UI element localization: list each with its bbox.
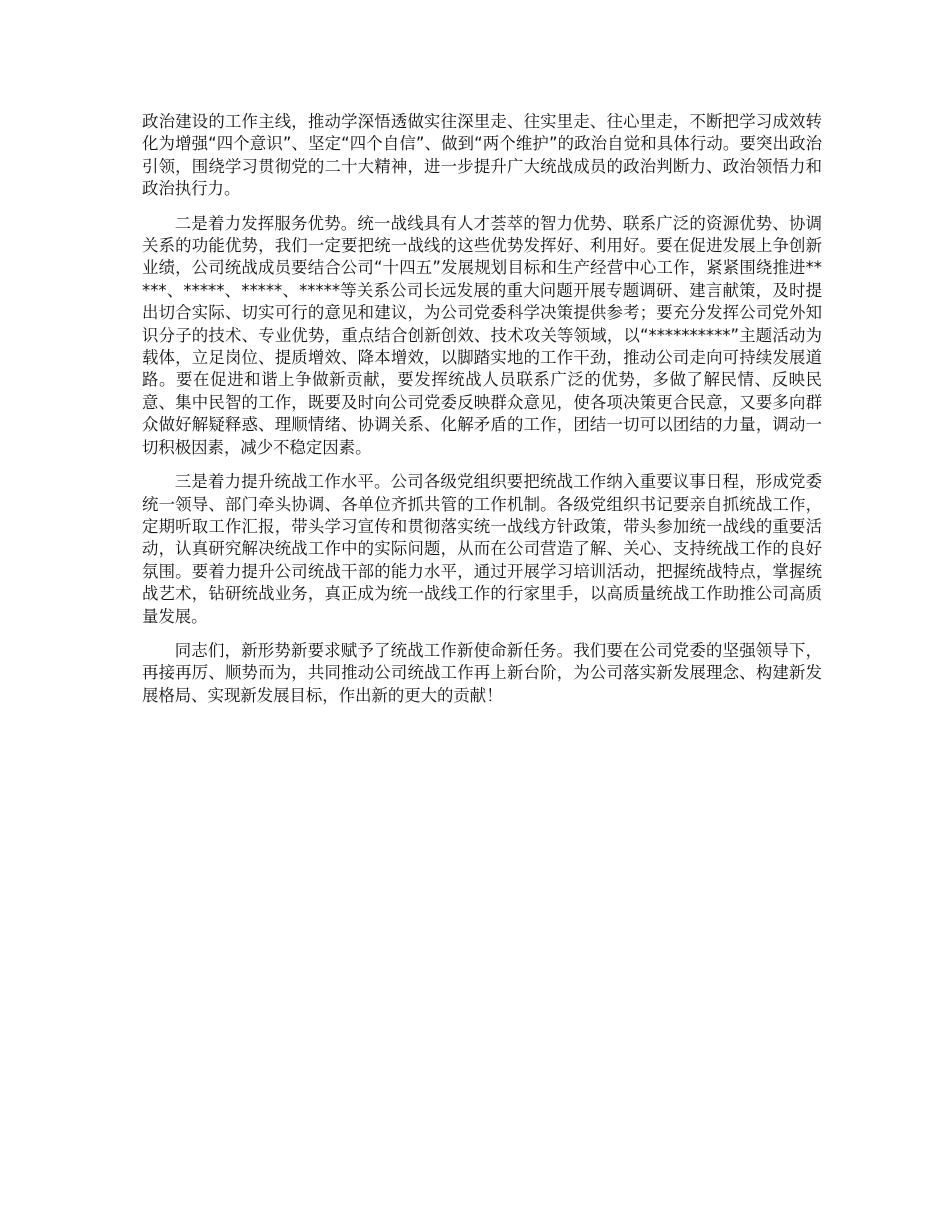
paragraph-continuation: 政治建设的工作主线，推动学深悟透做实往深里走、往实里走、往心里走，不断把学习成效转化为增强“四个意识”、坚定“四个自信”、做到“两个维护”的政治自觉和具体行动。要突出政治引领，围绕学习贯彻党的二十大精神，进一步提升广大统战成员的政治判断力、政治领悟力和政治执行力。 xyxy=(142,112,822,199)
paragraph-service-advantage: 二是着力发挥服务优势。统一战线具有人才荟萃的智力优势、联系广泛的资源优势、协调关系的功能优势，我们一定要把统一战线的这些优势发挥好、利用好。要在促进发展上争创新业绩，公司统战成员要结合公司“十四五”发展规划目标和生产经营中心工作，紧紧围绕推进*****、*****、*****、*****等关系公司长远发展的重大问题开展专题调研、建言献策，及时提出切合实际、切实可行的意见和建议，为公司党委科学决策提供参考；要充分发挥公司党外知识分子的技术、专业优势，重点结合创新创效、技术攻关等领域，以“**********”主题活动为载体，立足岗位、提质增效、降本增效，以脚踏实地的工作干劲，推动公司走向可持续发展道路。要在促进和谐上争做新贡献，要发挥统战人员联系广泛的优势，多做了解民情、反映民意、集中民智的工作，既要及时向公司党委反映群众意见，使各项决策更合民意，又要多向群众做好解疑释惑、理顺情绪、协调关系、化解矛盾的工作，团结一切可以团结的力量，调动一切积极因素，减少不稳定因素。 xyxy=(142,213,822,457)
paragraph-work-level: 三是着力提升统战工作水平。公司各级党组织要把统战工作纳入重要议事日程，形成党委统一领导、部门牵头协调、各单位齐抓共管的工作机制。各级党组织书记要亲自抓统战工作，定期听取工作汇报，带头学习宣传和贯彻落实统一战线方针政策，带头参加统一战线的重要活动，认真研究解决统战工作中的实际问题，从而在公司营造了解、关心、支持统战工作的良好氛围。要着力提升公司统战干部的能力水平，通过开展学习培训活动，把握统战特点，掌握统战艺术，钻研统战业务，真正成为统一战线工作的行家里手，以高质量统战工作助推公司高质量发展。 xyxy=(142,472,822,626)
paragraph-closing: 同志们，新形势新要求赋予了统战工作新使命新任务。我们要在公司党委的坚强领导下，再接再厉、顺势而为，共同推动公司统战工作再上新台阶，为公司落实新发展理念、构建新发展格局、实现新发展目标，作出新的更大的贡献！ xyxy=(142,640,822,705)
document-body xyxy=(142,111,822,719)
